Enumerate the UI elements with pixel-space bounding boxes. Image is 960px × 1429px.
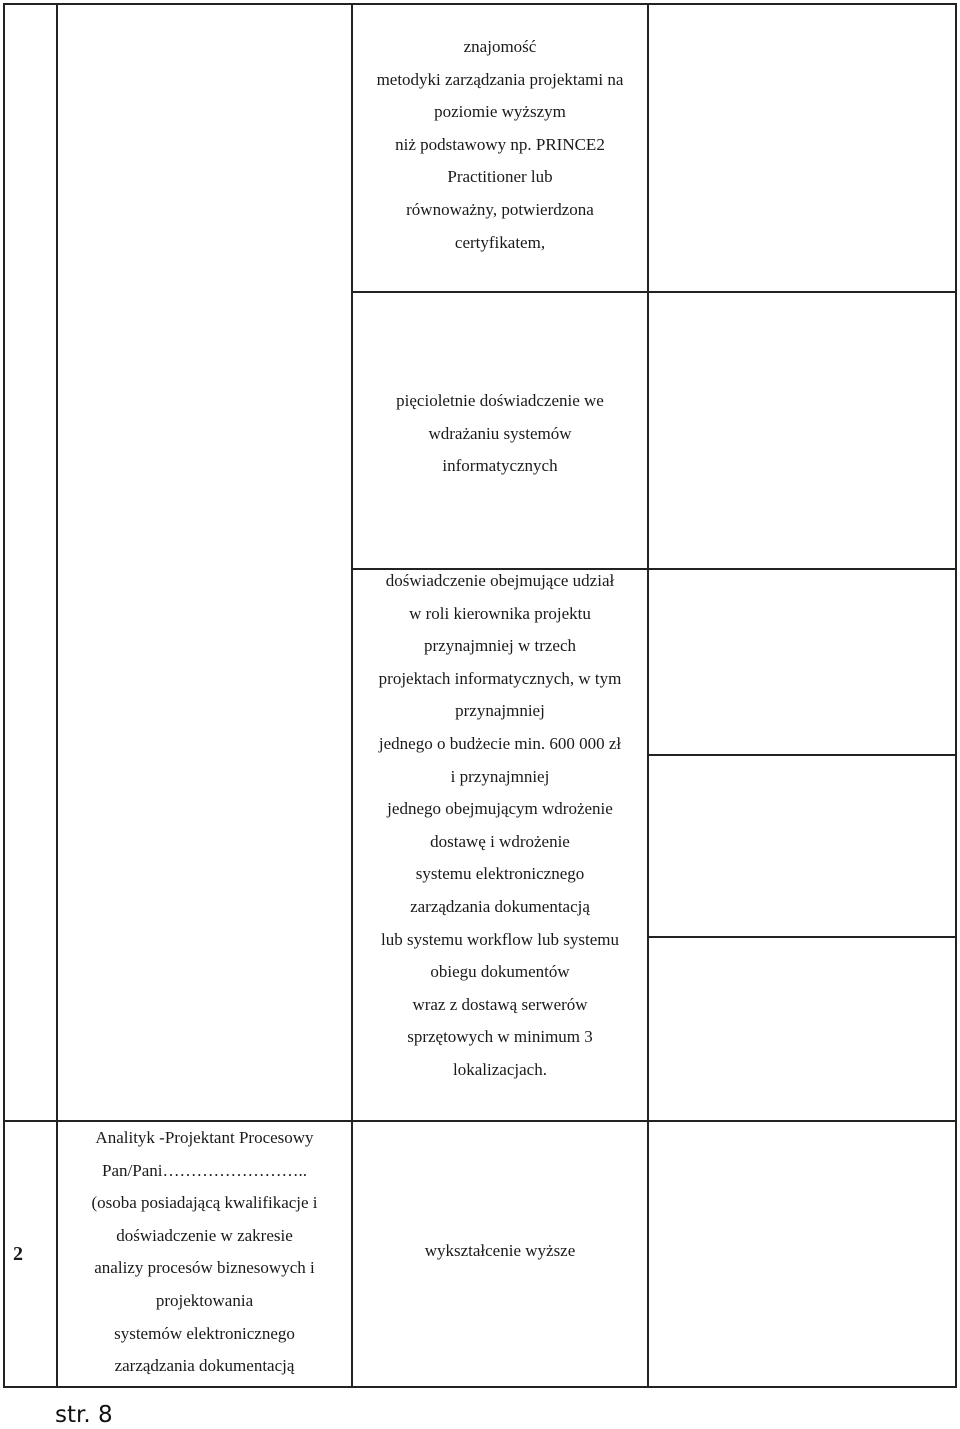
- requirement-line: zarządzania dokumentacją: [410, 896, 590, 916]
- role-line: Analityk -Projektant Procesowy: [95, 1128, 314, 1147]
- requirement-line: pięcioletnie doświadczenie we: [396, 391, 604, 410]
- requirement-line: projektach informatycznych, w tym: [378, 668, 622, 688]
- requirement-line: wdrażaniu systemów: [428, 423, 572, 443]
- requirement-line: poziomie wyższym: [434, 102, 566, 122]
- table-border-top: [3, 3, 957, 5]
- requirement-line: Practitioner lub: [447, 167, 553, 187]
- requirement-line: certyfikatem,: [454, 232, 546, 252]
- row-number: 2: [13, 1243, 23, 1265]
- role-line: Pan/Pani……………………..: [102, 1160, 307, 1180]
- requirement-line: systemu elektronicznego: [415, 864, 585, 884]
- right-col-separator-1: [647, 754, 957, 756]
- requirement-line: sprzętowych w minimum 3: [407, 1027, 593, 1047]
- requirement-line: niż podstawowy np. PRINCE2: [395, 134, 605, 154]
- requirement-line: przynajmniej: [455, 701, 545, 721]
- table-border-bottom: [3, 1386, 957, 1388]
- role-line: projektowania: [155, 1290, 254, 1310]
- role-line: analizy procesów biznesowych i: [94, 1258, 315, 1278]
- role-line: doświadczenie w zakresie: [116, 1225, 293, 1245]
- role-line: (osoba posiadającą kwalifikacje i: [91, 1193, 318, 1213]
- requirement-line: metodyki zarządzania projektami na: [376, 69, 624, 89]
- page-number: str. 8: [55, 1402, 113, 1428]
- requirement-line: jednego obejmującym wdrożenie: [387, 799, 613, 819]
- role-line: systemów elektronicznego: [114, 1323, 295, 1343]
- requirement-line: równoważny, potwierdzona: [406, 199, 594, 219]
- row-separator-1: [351, 291, 957, 293]
- requirement-line: znajomość: [463, 37, 537, 56]
- table-divider-requirement-col: [647, 3, 649, 1388]
- requirement-line: i przynajmniej: [450, 766, 550, 786]
- table-border-right: [955, 3, 957, 1388]
- requirement-line: w roli kierownika projektu: [409, 603, 591, 623]
- role-line: zarządzania dokumentacją: [114, 1356, 295, 1376]
- role-description: [58, 1122, 351, 1383]
- requirement-line: informatycznych: [442, 456, 558, 476]
- requirement-methodology: [353, 31, 647, 259]
- requirement-line: dostawę i wdrożenie: [430, 831, 570, 851]
- right-col-separator-2: [647, 936, 957, 938]
- table-border-left: [3, 3, 5, 1388]
- requirement-line: przynajmniej w trzech: [424, 636, 576, 656]
- requirement-project-manager-experience: [353, 565, 647, 1087]
- requirement-experience-years: [353, 385, 647, 483]
- requirement-line: lokalizacjach.: [453, 1059, 547, 1079]
- requirement-line: jednego o budżecie min. 600 000 zł: [378, 733, 622, 753]
- requirement-line: wykształcenie wyższe: [424, 1241, 576, 1260]
- requirement-line: wraz z dostawą serwerów: [412, 994, 588, 1014]
- requirement-line: obiegu dokumentów: [430, 962, 570, 982]
- requirement-education: [353, 1235, 647, 1268]
- requirement-line: lub systemu workflow lub systemu: [381, 929, 619, 949]
- requirement-line: doświadczenie obejmujące udział: [385, 571, 615, 590]
